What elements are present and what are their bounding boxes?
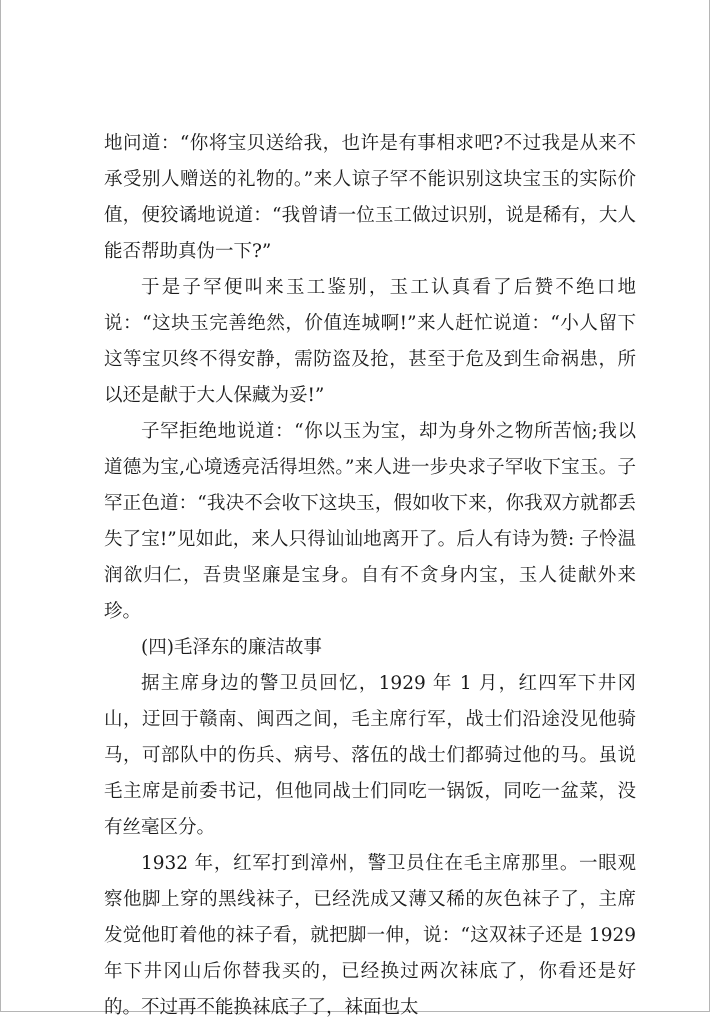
document-body — [104, 126, 636, 1026]
paragraph-3: 子罕拒绝地说道：“你以玉为宝，却为身外之物所苦恼;我以道德为宝,心境透亮活得坦然。”来人进一步央求子罕收下宝玉。子罕正色道：“我决不会收下这块玉，假如收下来，你我双方就都丢失了宝!”见如此，来人只得讪讪地离开了。后人有诗为赞: 子怜温润欲归仁，吾贵坚廉是宝身。自有不贪身内宝，玉人徒献外来珍。 — [104, 421, 636, 622]
paragraph-2: 于是子罕便叫来玉工鉴别，玉工认真看了后赞不绝口地说：“这块玉完善绝然，价值连城啊!”来人赶忙说道：“小人留下这等宝贝终不得安静，需防盗及抢，甚至于危及到生命祸患，所以还是献于大人保藏为妥!” — [104, 277, 636, 406]
paragraph-5: 1932 年，红军打到漳州，警卫员住在毛主席那里。一眼观察他脚上穿的黑线袜子，已经洗成又薄又稀的灰色袜子了，主席发觉他盯着他的袜子看，就把脚一伸，说：“这双袜子还是 1929 年下井冈山后你替我买的，已经换过两次袜底了，你看还是好的。不过再不能换袜底子了，袜面也太 — [104, 853, 636, 1018]
section-heading: (四)毛泽东的廉洁故事 — [141, 637, 322, 658]
paragraph-1: 地问道：“你将宝贝送给我，也许是有事相求吧?不过我是从来不承受别人赠送的礼物的。”来人谅子罕不能识别这块宝玉的实际价值，便狡谲地说道：“我曾请一位玉工做过识别，说是稀有，大人能否帮助真伪一下?” — [104, 133, 636, 262]
paragraph-4: 据主席身边的警卫员回忆，1929 年 1 月，红四军下井冈山，迂回于赣南、闽西之间，毛主席行军，战士们沿途没见他骑马，可部队中的伤兵、病号、落伍的战士们都骑过他的马。虽说毛主席是前委书记，但他同战士们同吃一锅饭，同吃一盆菜，没有丝毫区分。 — [104, 673, 636, 838]
